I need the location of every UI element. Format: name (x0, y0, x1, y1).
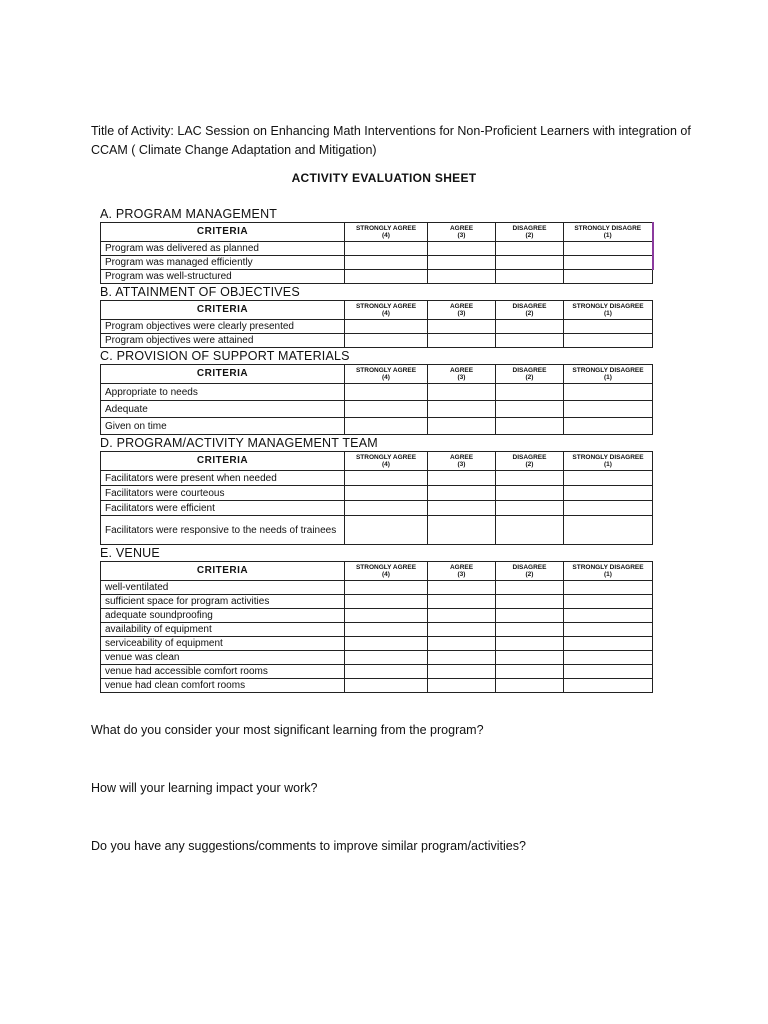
section-a-heading: A. PROGRAM MANAGEMENT (100, 207, 278, 221)
rating-cell-4[interactable] (345, 334, 428, 348)
strongly-agree-label: STRONGLY AGREE (355, 453, 417, 461)
criterion-label: sufficient space for program activities (101, 595, 345, 609)
criteria-header: CRITERIA (101, 301, 345, 320)
rating-cell-2[interactable] (496, 320, 564, 334)
table-row (101, 516, 653, 545)
agree-label: AGREE (449, 563, 474, 571)
table-row (101, 679, 653, 693)
rating-cell-2[interactable] (496, 623, 564, 637)
criterion-label: availability of equipment (101, 623, 345, 637)
rating-cell-1[interactable] (564, 471, 653, 486)
section-b-table (100, 300, 653, 348)
rating-cell-3[interactable] (428, 637, 496, 651)
criteria-header: CRITERIA (101, 452, 345, 471)
question-significant-learning: What do you consider your most significant learning from the program? (91, 723, 484, 737)
rating-cell-1[interactable] (564, 609, 653, 623)
criterion-label: Facilitators were efficient (101, 501, 345, 516)
disagree-header (496, 365, 564, 384)
table-row (101, 581, 653, 595)
disagree-label: DISAGREE (512, 302, 547, 310)
disagree-header (496, 301, 564, 320)
agree-score: (3) (457, 571, 466, 578)
agree-score: (3) (457, 310, 466, 317)
section-d-table (100, 451, 653, 545)
table-row (101, 242, 653, 256)
rating-cell-3[interactable] (428, 623, 496, 637)
rating-cell-2[interactable] (496, 665, 564, 679)
criteria-header: CRITERIA (101, 365, 345, 384)
table-row (101, 256, 653, 270)
table-row (101, 623, 653, 637)
criterion-label: venue was clean (101, 651, 345, 665)
rating-cell-3[interactable] (428, 501, 496, 516)
rating-cell-1[interactable] (564, 256, 653, 270)
strongly-disagree-header (564, 365, 653, 384)
rating-cell-3[interactable] (428, 334, 496, 348)
agree-label: AGREE (449, 302, 474, 310)
strongly-agree-header (345, 301, 428, 320)
header-row (101, 223, 653, 242)
table-row (101, 384, 653, 401)
section-e-heading: E. VENUE (100, 546, 160, 560)
table-row (101, 501, 653, 516)
rating-cell-3[interactable] (428, 679, 496, 693)
table-row (101, 651, 653, 665)
header-row (101, 452, 653, 471)
section-a-table (100, 222, 654, 284)
header-row (101, 365, 653, 384)
criterion-label: Facilitators were present when needed (101, 471, 345, 486)
rating-cell-1[interactable] (564, 651, 653, 665)
rating-cell-3[interactable] (428, 242, 496, 256)
table-row (101, 637, 653, 651)
rating-cell-3[interactable] (428, 401, 496, 418)
strongly-agree-header (345, 365, 428, 384)
criterion-label: serviceability of equipment (101, 637, 345, 651)
rating-cell-4[interactable] (345, 384, 428, 401)
criterion-label: adequate soundproofing (101, 609, 345, 623)
rating-cell-1[interactable] (564, 665, 653, 679)
strongly-disagree-header (564, 562, 653, 581)
disagree-header (496, 562, 564, 581)
criterion-label: Program was well-structured (101, 270, 345, 284)
rating-cell-1[interactable] (564, 581, 653, 595)
criterion-label: Adequate (101, 401, 345, 418)
agree-header (428, 223, 496, 242)
disagree-score: (2) (525, 374, 534, 381)
disagree-header (496, 452, 564, 471)
table-row (101, 418, 653, 435)
rating-cell-4[interactable] (345, 637, 428, 651)
criterion-label: Given on time (101, 418, 345, 435)
disagree-score: (2) (525, 461, 534, 468)
rating-cell-2[interactable] (496, 679, 564, 693)
rating-cell-2[interactable] (496, 651, 564, 665)
criteria-header: CRITERIA (101, 562, 345, 581)
rating-cell-2[interactable] (496, 401, 564, 418)
header-row (101, 562, 653, 581)
question-suggestions: Do you have any suggestions/comments to improve similar program/activities? (91, 839, 526, 853)
table-row (101, 486, 653, 501)
rating-cell-3[interactable] (428, 384, 496, 401)
rating-cell-1[interactable] (564, 486, 653, 501)
rating-cell-4[interactable] (345, 581, 428, 595)
rating-cell-4[interactable] (345, 501, 428, 516)
rating-cell-3[interactable] (428, 418, 496, 435)
criterion-label: Program objectives were clearly presented (101, 320, 345, 334)
activity-title (91, 122, 691, 160)
strongly-disagree-score: (1) (604, 571, 612, 578)
rating-cell-4[interactable] (345, 516, 428, 545)
criteria-header: CRITERIA (101, 223, 345, 242)
agree-header (428, 301, 496, 320)
rating-cell-3[interactable] (428, 486, 496, 501)
rating-cell-4[interactable] (345, 242, 428, 256)
criterion-label: Program was delivered as planned (101, 242, 345, 256)
rating-cell-1[interactable] (564, 501, 653, 516)
strongly-disagree-label: STRONGLY DISAGREE (572, 453, 644, 461)
rating-cell-4[interactable] (345, 679, 428, 693)
table-row (101, 609, 653, 623)
disagree-label: DISAGREE (512, 224, 547, 232)
rating-cell-3[interactable] (428, 595, 496, 609)
rating-cell-2[interactable] (496, 516, 564, 545)
strongly-agree-score: (4) (382, 374, 390, 381)
rating-cell-2[interactable] (496, 609, 564, 623)
rating-cell-1[interactable] (564, 637, 653, 651)
strongly-agree-score: (4) (382, 461, 390, 468)
section-c-table (100, 364, 653, 435)
strongly-agree-label: STRONGLY AGREE (355, 224, 417, 232)
rating-cell-3[interactable] (428, 320, 496, 334)
rating-cell-4[interactable] (345, 256, 428, 270)
criterion-label: venue had clean comfort rooms (101, 679, 345, 693)
rating-cell-3[interactable] (428, 651, 496, 665)
rating-cell-1[interactable] (564, 401, 653, 418)
section-d-heading: D. PROGRAM/ACTIVITY MANAGEMENT TEAM (100, 436, 378, 450)
agree-score: (3) (457, 374, 466, 381)
section-b-heading: B. ATTAINMENT OF OBJECTIVES (100, 285, 300, 299)
agree-score: (3) (457, 232, 466, 239)
header-row (101, 301, 653, 320)
rating-cell-1[interactable] (564, 270, 653, 284)
rating-cell-2[interactable] (496, 384, 564, 401)
activity-title-text: LAC Session on Enhancing Math Interventions for Non-Proficient Learners with integration of CCAM ( Climate Change Adaptation and Mitigation) (91, 124, 691, 157)
table-row (101, 665, 653, 679)
rating-cell-2[interactable] (496, 334, 564, 348)
table-row (101, 270, 653, 284)
section-e-table (100, 561, 653, 693)
rating-cell-2[interactable] (496, 270, 564, 284)
strongly-disagree-score: (1) (604, 310, 612, 317)
rating-cell-4[interactable] (345, 270, 428, 284)
rating-cell-4[interactable] (345, 418, 428, 435)
agree-score: (3) (457, 461, 466, 468)
rating-cell-2[interactable] (496, 595, 564, 609)
strongly-agree-score: (4) (382, 232, 390, 239)
rating-cell-4[interactable] (345, 486, 428, 501)
criterion-label: venue had accessible comfort rooms (101, 665, 345, 679)
agree-header (428, 452, 496, 471)
rating-cell-1[interactable] (564, 623, 653, 637)
criterion-label: Facilitators were responsive to the needs of trainees (101, 516, 345, 545)
strongly-agree-score: (4) (382, 571, 390, 578)
disagree-score: (2) (525, 232, 534, 239)
table-row (101, 595, 653, 609)
disagree-label: DISAGREE (512, 563, 547, 571)
rating-cell-1[interactable] (564, 384, 653, 401)
rating-cell-4[interactable] (345, 401, 428, 418)
rating-cell-3[interactable] (428, 256, 496, 270)
rating-cell-2[interactable] (496, 581, 564, 595)
rating-cell-2[interactable] (496, 418, 564, 435)
agree-label: AGREE (449, 453, 474, 461)
rating-cell-2[interactable] (496, 242, 564, 256)
rating-cell-2[interactable] (496, 256, 564, 270)
criterion-label: Program objectives were attained (101, 334, 345, 348)
rating-cell-4[interactable] (345, 665, 428, 679)
rating-cell-1[interactable] (564, 334, 653, 348)
strongly-disagree-score: (1) (604, 461, 612, 468)
strongly-agree-label: STRONGLY AGREE (355, 302, 417, 310)
strongly-disagree-header (564, 301, 653, 320)
rating-cell-1[interactable] (564, 320, 653, 334)
disagree-header (496, 223, 564, 242)
rating-cell-3[interactable] (428, 516, 496, 545)
rating-cell-4[interactable] (345, 595, 428, 609)
criterion-label: Appropriate to needs (101, 384, 345, 401)
strongly-disagree-score: (1) (604, 374, 612, 381)
rating-cell-4[interactable] (345, 471, 428, 486)
rating-cell-1[interactable] (564, 242, 653, 256)
rating-cell-4[interactable] (345, 320, 428, 334)
disagree-label: DISAGREE (512, 366, 547, 374)
agree-label: AGREE (449, 366, 474, 374)
rating-cell-2[interactable] (496, 486, 564, 501)
rating-cell-3[interactable] (428, 581, 496, 595)
strongly-agree-header (345, 223, 428, 242)
disagree-label: DISAGREE (512, 453, 547, 461)
section-c-heading: C. PROVISION OF SUPPORT MATERIALS (100, 349, 350, 363)
rating-cell-3[interactable] (428, 609, 496, 623)
rating-cell-1[interactable] (564, 516, 653, 545)
strongly-agree-header (345, 562, 428, 581)
rating-cell-4[interactable] (345, 609, 428, 623)
table-row (101, 320, 653, 334)
table-row (101, 401, 653, 418)
agree-label: AGREE (449, 224, 474, 232)
rating-cell-2[interactable] (496, 471, 564, 486)
strongly-agree-label: STRONGLY AGREE (355, 366, 417, 374)
strongly-disagree-label: STRONGLY DISAGREE (572, 563, 644, 571)
evaluation-form (100, 206, 652, 693)
criterion-label: well-ventilated (101, 581, 345, 595)
table-row (101, 334, 653, 348)
strongly-agree-header (345, 452, 428, 471)
rating-cell-3[interactable] (428, 471, 496, 486)
rating-cell-3[interactable] (428, 270, 496, 284)
rating-cell-2[interactable] (496, 637, 564, 651)
rating-cell-1[interactable] (564, 679, 653, 693)
rating-cell-1[interactable] (564, 595, 653, 609)
strongly-disagree-score: (1) (603, 232, 612, 239)
disagree-score: (2) (525, 310, 534, 317)
strongly-disagree-label: STRONGLY DISAGREE (572, 302, 644, 310)
strongly-agree-score: (4) (382, 310, 390, 317)
criterion-label: Program was managed efficiently (101, 256, 345, 270)
activity-title-label: Title of Activity: (91, 124, 178, 138)
agree-header (428, 562, 496, 581)
rating-cell-4[interactable] (345, 651, 428, 665)
table-row (101, 471, 653, 486)
disagree-score: (2) (525, 571, 534, 578)
agree-header (428, 365, 496, 384)
strongly-disagree-header (564, 223, 653, 242)
strongly-agree-label: STRONGLY AGREE (355, 563, 417, 571)
rating-cell-4[interactable] (345, 623, 428, 637)
sheet-title: ACTIVITY EVALUATION SHEET (291, 171, 477, 185)
rating-cell-3[interactable] (428, 665, 496, 679)
strongly-disagree-label: STRONGLY DISAGRE (574, 224, 642, 232)
rating-cell-1[interactable] (564, 418, 653, 435)
strongly-disagree-header (564, 452, 653, 471)
question-learning-impact: How will your learning impact your work? (91, 781, 318, 795)
strongly-disagree-label: STRONGLY DISAGREE (572, 366, 644, 374)
criterion-label: Facilitators were courteous (101, 486, 345, 501)
rating-cell-2[interactable] (496, 501, 564, 516)
